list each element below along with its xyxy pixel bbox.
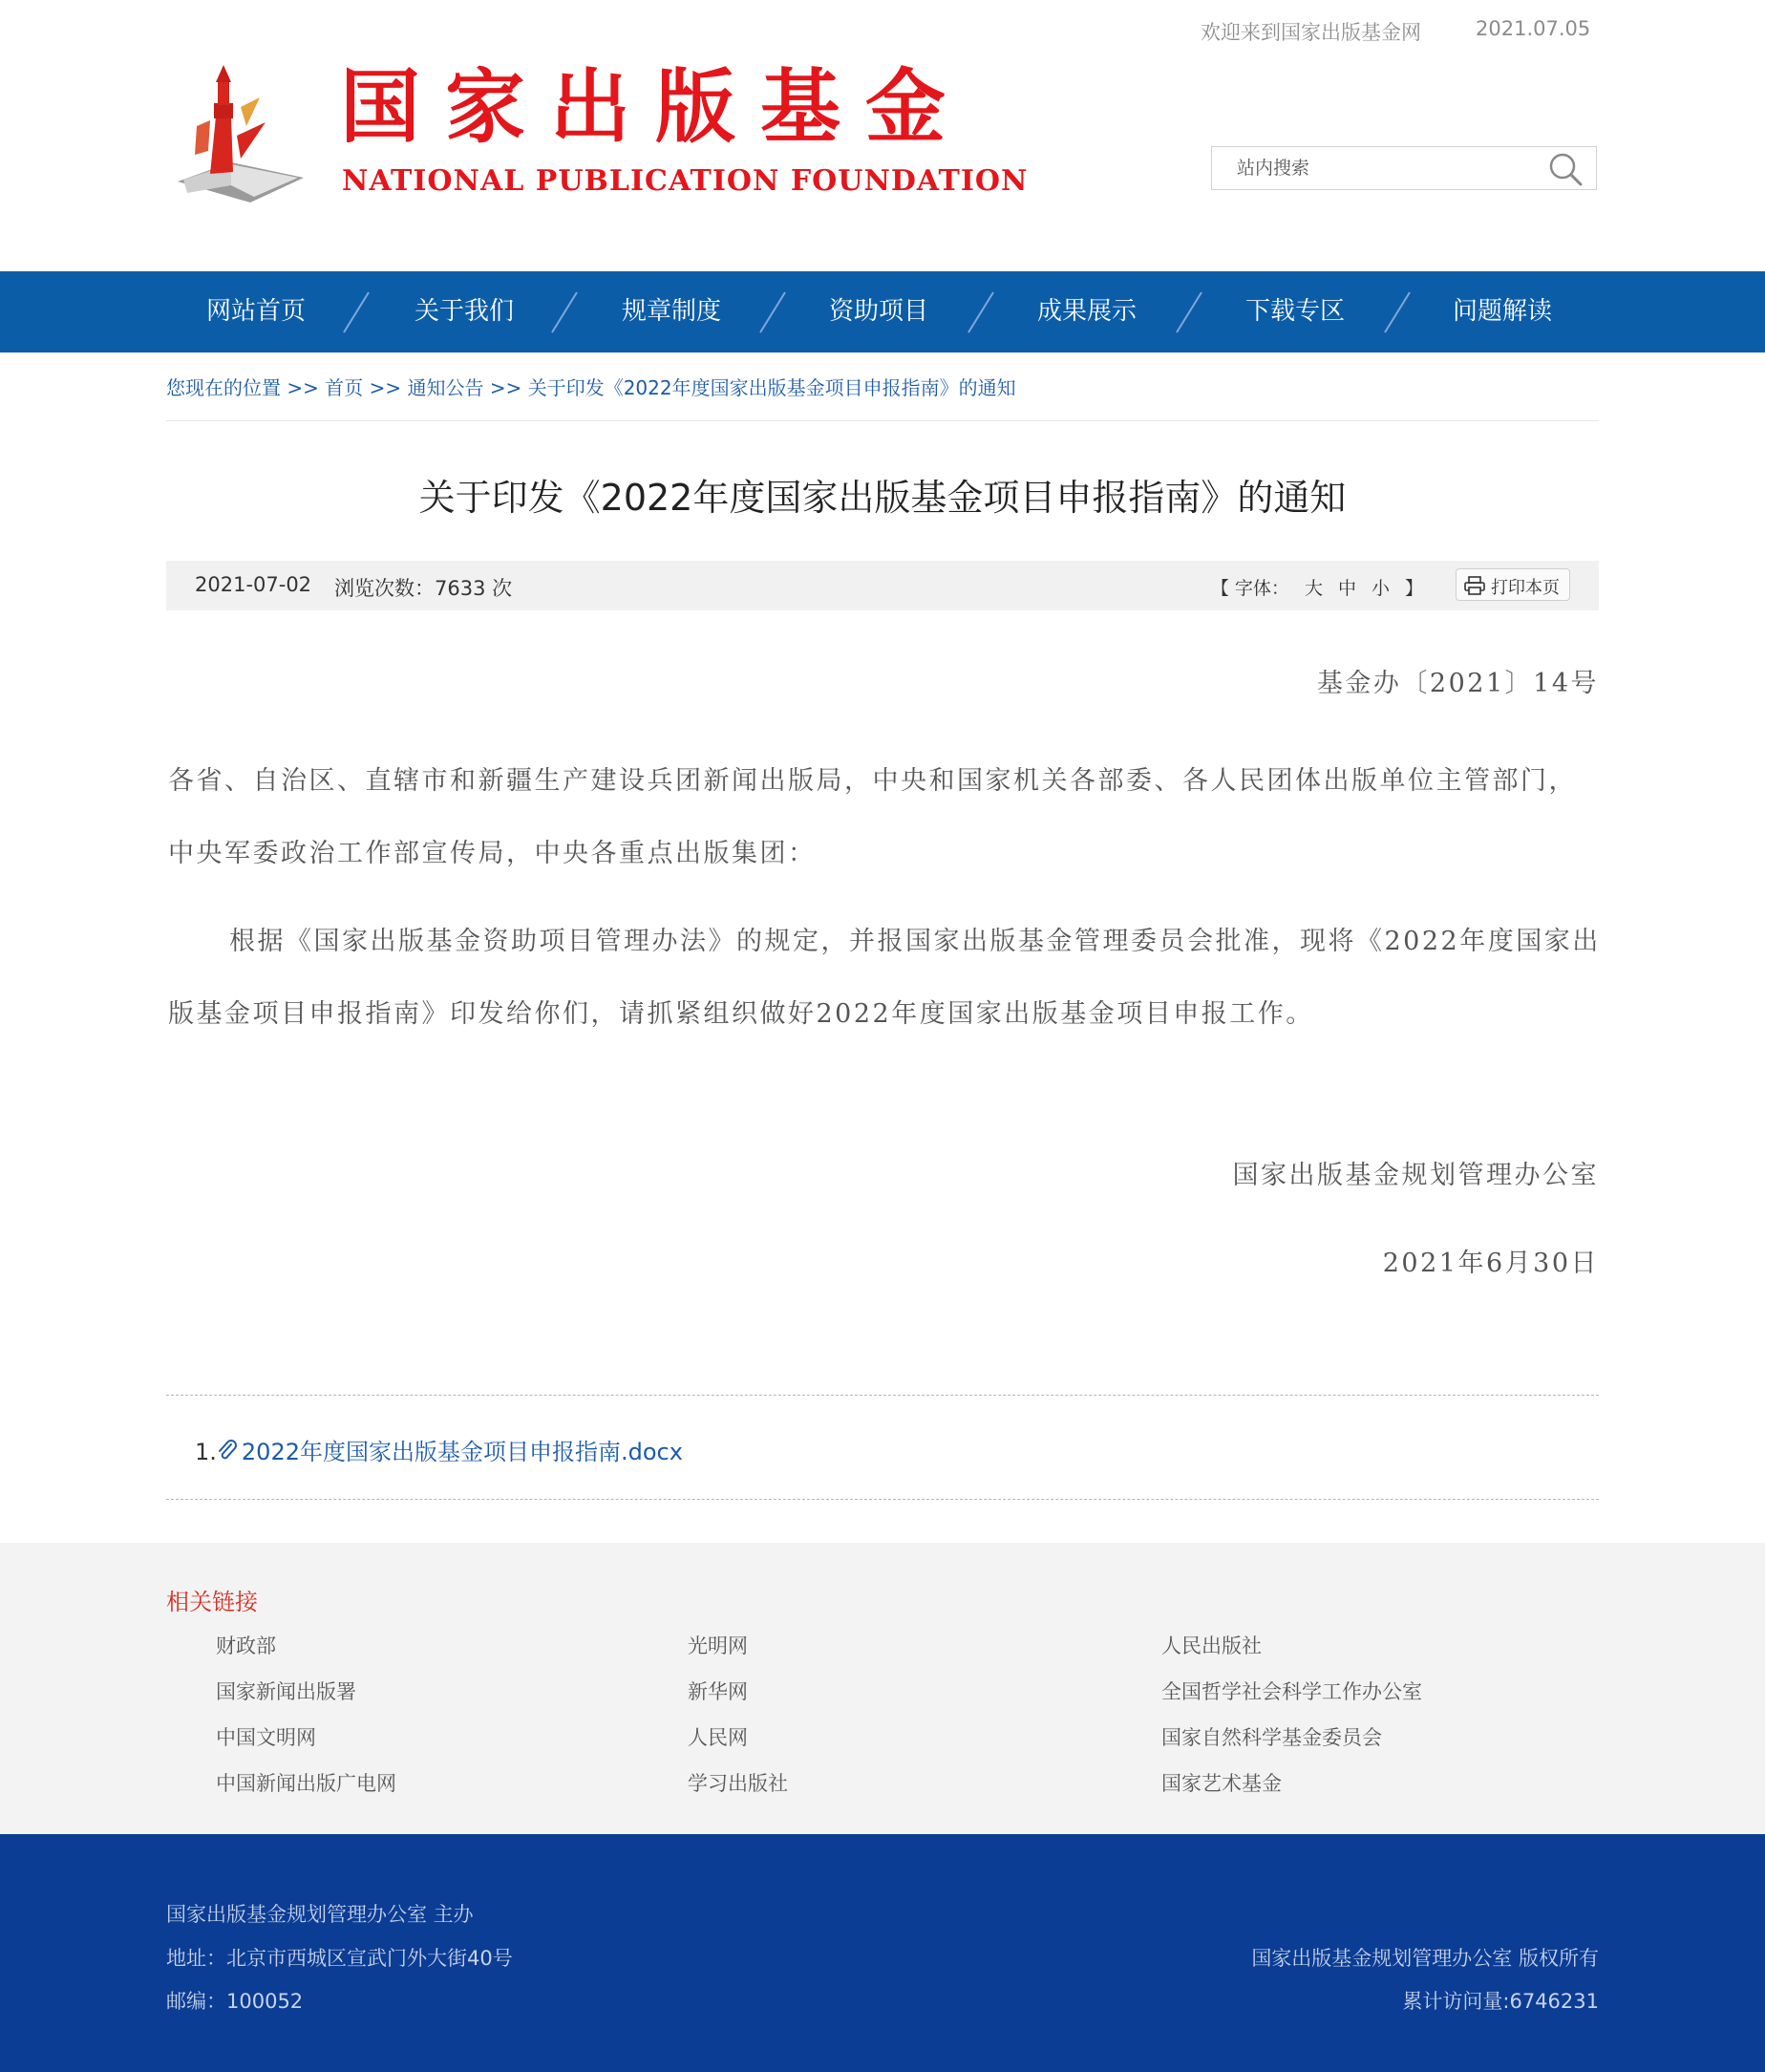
article-meta-bar bbox=[166, 561, 1599, 610]
top-date: 2021.07.05 bbox=[1476, 17, 1591, 40]
print-button-label: 打印本页 bbox=[1491, 578, 1560, 598]
printer-icon bbox=[1464, 576, 1485, 595]
font-size-large[interactable]: 大 bbox=[1304, 578, 1323, 599]
breadcrumb-divider bbox=[166, 420, 1599, 421]
logo-emblem-icon[interactable] bbox=[174, 59, 308, 207]
nav-about[interactable]: 关于我们 bbox=[414, 297, 514, 326]
related-link[interactable]: 财政部 bbox=[216, 1634, 276, 1657]
related-link[interactable]: 中国新闻出版广电网 bbox=[216, 1772, 396, 1795]
site-footer bbox=[0, 1834, 1765, 2072]
logo-english-title: NATIONAL PUBLICATION FOUNDATION bbox=[342, 164, 1029, 198]
footer-postcode: 邮编：100052 bbox=[166, 1990, 304, 2013]
nav-separator bbox=[548, 290, 581, 334]
attachment-index: 1. bbox=[195, 1439, 217, 1465]
attachment-item bbox=[195, 1433, 683, 1468]
breadcrumb-separator: >> bbox=[287, 376, 319, 399]
footer-host: 国家出版基金规划管理办公室 主办 bbox=[166, 1903, 474, 1926]
article-views: 浏览次数：7633 次 bbox=[334, 577, 513, 600]
nav-achievements[interactable]: 成果展示 bbox=[1036, 297, 1137, 326]
nav-faq[interactable]: 问题解读 bbox=[1452, 297, 1552, 326]
related-link[interactable]: 中国文明网 bbox=[216, 1726, 316, 1749]
print-button[interactable] bbox=[1456, 568, 1570, 601]
main-nav bbox=[0, 271, 1765, 352]
attachment-divider-top bbox=[166, 1395, 1599, 1396]
signature-date: 2021年6月30日 bbox=[1382, 1249, 1599, 1278]
footer-copyright: 国家出版基金规划管理办公室 版权所有 bbox=[1251, 1947, 1599, 1970]
related-link[interactable]: 国家艺术基金 bbox=[1161, 1772, 1282, 1795]
nav-separator bbox=[756, 290, 789, 334]
related-link[interactable]: 学习出版社 bbox=[688, 1772, 788, 1795]
breadcrumb-home[interactable]: 首页 bbox=[325, 376, 364, 399]
nav-downloads[interactable]: 下载专区 bbox=[1244, 297, 1345, 326]
nav-separator bbox=[965, 290, 997, 334]
related-links-title: 相关链接 bbox=[166, 1589, 258, 1615]
footer-address: 地址：北京市西城区宣武门外大街40号 bbox=[166, 1947, 513, 1970]
logo-chinese-title: 国家出版基金 bbox=[340, 59, 971, 154]
font-size-selector bbox=[1211, 574, 1423, 600]
related-link[interactable]: 国家新闻出版署 bbox=[216, 1680, 356, 1703]
article-paragraph-body: 根据《国家出版基金资助项目管理办法》的规定，并报国家出版基金管理委员会批准，现将《2022年度国家出版基金项目申报指南》印发给你们，请抓紧组织做好2022年度国家出版基金项目申报工作。 bbox=[168, 927, 1601, 1029]
document-number: 基金办〔2021〕14号 bbox=[1316, 669, 1599, 698]
breadcrumb-prefix: 您现在的位置 bbox=[166, 376, 281, 399]
nav-separator bbox=[1173, 290, 1205, 334]
nav-separator bbox=[1381, 290, 1414, 334]
welcome-text: 欢迎来到国家出版基金网 bbox=[1201, 21, 1421, 44]
attachment-divider-bottom bbox=[166, 1499, 1599, 1500]
signature-organization: 国家出版基金规划管理办公室 bbox=[1232, 1161, 1599, 1190]
related-link[interactable]: 人民网 bbox=[688, 1726, 748, 1749]
search-icon[interactable] bbox=[1548, 152, 1583, 186]
breadcrumb-section[interactable]: 通知公告 bbox=[407, 376, 484, 399]
footer-visit-count: 累计访问量:6746231 bbox=[1402, 1990, 1599, 2013]
paperclip-icon bbox=[217, 1440, 238, 1468]
related-link[interactable]: 光明网 bbox=[688, 1634, 748, 1657]
related-links-section bbox=[0, 1543, 1765, 1834]
related-link[interactable]: 新华网 bbox=[688, 1680, 748, 1703]
nav-separator bbox=[340, 290, 372, 334]
related-link[interactable]: 全国哲学社会科学工作办公室 bbox=[1161, 1680, 1422, 1703]
font-size-label: 【 字体： bbox=[1210, 578, 1289, 599]
nav-home[interactable]: 网站首页 bbox=[205, 297, 306, 326]
nav-rules[interactable]: 规章制度 bbox=[621, 297, 721, 326]
search-box bbox=[1211, 146, 1597, 190]
font-size-medium[interactable]: 中 bbox=[1337, 578, 1356, 599]
search-input[interactable] bbox=[1212, 147, 1537, 189]
font-size-close: 】 bbox=[1404, 578, 1423, 599]
nav-projects[interactable]: 资助项目 bbox=[828, 297, 928, 326]
font-size-small[interactable]: 小 bbox=[1371, 578, 1390, 599]
article-date: 2021-07-02 bbox=[195, 573, 312, 596]
breadcrumb-separator: >> bbox=[369, 376, 402, 399]
article-paragraph-recipients: 各省、自治区、直辖市和新疆生产建设兵团新闻出版局，中央和国家机关各部委、各人民团体出版单位主管部门，中央军委政治工作部宣传局，中央各重点出版集团： bbox=[168, 766, 1577, 868]
breadcrumb-separator: >> bbox=[489, 376, 522, 399]
related-link[interactable]: 人民出版社 bbox=[1161, 1634, 1262, 1657]
related-link[interactable]: 国家自然科学基金委员会 bbox=[1161, 1726, 1382, 1749]
attachment-link[interactable]: 2022年度国家出版基金项目申报指南.docx bbox=[241, 1439, 683, 1465]
breadcrumb-current[interactable]: 关于印发《2022年度国家出版基金项目申报指南》的通知 bbox=[527, 376, 1016, 399]
breadcrumb bbox=[166, 373, 1016, 400]
article-title: 关于印发《2022年度国家出版基金项目申报指南》的通知 bbox=[418, 477, 1347, 519]
